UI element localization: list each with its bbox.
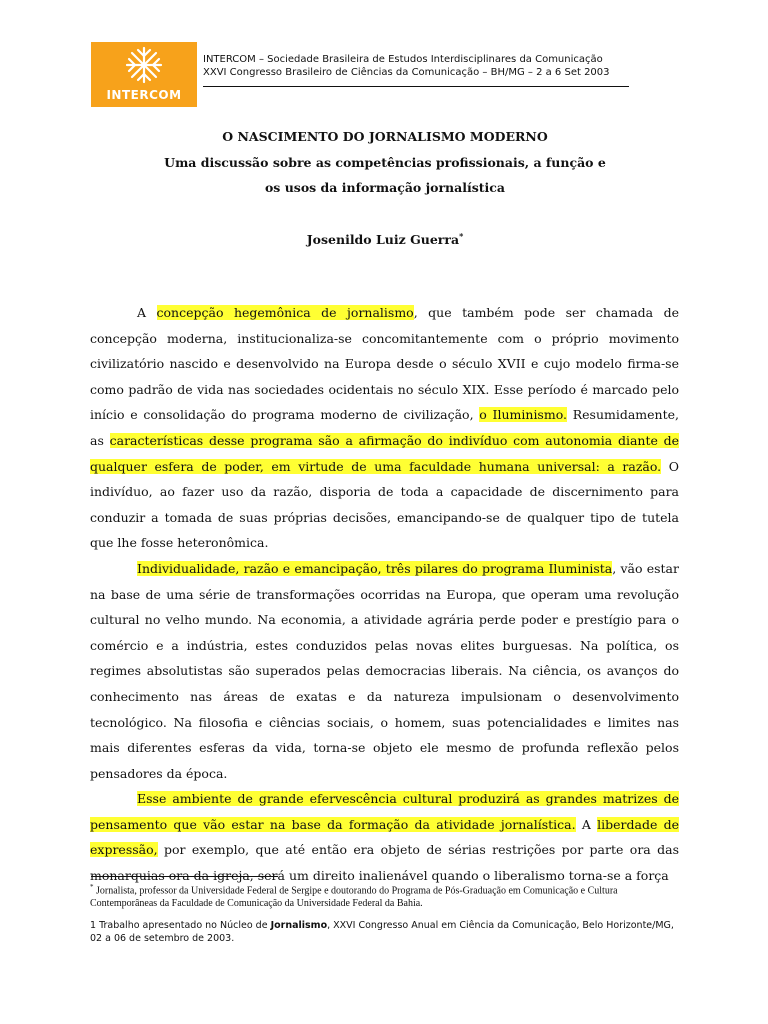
highlighted-text: Individualidade, razão e emancipação, três pilares do programa Iluminista — [137, 560, 613, 576]
author-name: Josenildo Luiz Guerra — [306, 232, 460, 248]
logo-text: INTERCOM — [106, 88, 182, 102]
footnote-text: Jornalista, professor da Universidade Federal de Sergipe e doutorando do Programa de Pós-Graduação em Comunicação e Cultura Contemporâneas da Faculdade de Comunicação da Universidade Federal da Bahia. — [90, 885, 618, 910]
highlighted-text: características desse programa são a afirmação do indivíduo com autonomia diante de qualquer esfera de poder, em virtude de uma faculdade humana universal: a razão. — [90, 432, 680, 474]
conference-header — [203, 53, 633, 79]
body-text — [90, 300, 679, 889]
text-run: A — [137, 305, 157, 320]
header-line-1: INTERCOM – Sociedade Brasileira de Estudos Interdisciplinares da Comunicação — [203, 54, 603, 65]
text-run: , que também pode ser chamada de concepção moderna, institucionaliza-se concomitantemente com o próprio movimento civilizatório nascido e desenvolvido na Europa desde o século XVII e cujo modelo firma-se como padrão de vida nas sociedades ocidentais no século XIX. Esse período é marcado pelo início e consolidação do programa moderno de civilização, — [90, 305, 679, 423]
footnote-2-prefix: 1 Trabalho apresentado no Núcleo de — [90, 920, 271, 931]
paper-subtitle-line-2: os usos da informação jornalística — [264, 180, 506, 195]
footnote-author — [90, 881, 680, 910]
paragraph — [90, 556, 679, 786]
header-line-2: XXVI Congresso Brasileiro de Ciências da Comunicação – BH/MG – 2 a 6 Set 2003 — [203, 67, 610, 78]
text-run: , vão estar na base de uma série de transformações ocorridas na Europa, que operam uma revolução cultural no velho mundo. Na economia, a atividade agrária perde poder e prestígio para o comércio e a indústria, estes conduzidos pelas novas elites burguesas. Na política, os regimes absolutistas são superados pelas democracias liberais. Na ciência, os avanços do conhecimento nas áreas de exatas e da natureza impulsionam o desenvolvimento tecnológico. Na filosofia e ciências sociais, o homem, suas potencialidades e limites nas mais diferentes esferas da vida, torna-se objeto ele mesmo de profunda reflexão pelos pensadores da época. — [90, 560, 679, 781]
paper-title: O NASCIMENTO DO JORNALISMO MODERNO — [222, 129, 548, 144]
footnote-2-bold: Jornalismo — [270, 920, 328, 931]
footnote-2-suffix: , XXVI Congresso Anual em Ciência da Comunicação, Belo Horizonte/MG, 02 a 06 de setembro de 2003. — [90, 920, 674, 944]
paragraph — [90, 300, 679, 556]
author-line — [90, 231, 680, 247]
highlighted-text: o Iluminismo. — [479, 407, 567, 423]
footnote-mark: * — [90, 883, 94, 891]
highlighted-text: concepção hegemônica de jornalismo — [156, 305, 414, 320]
text-run: Resumidamente, as — [90, 407, 680, 448]
paragraph — [90, 786, 679, 888]
paper-subtitle-line-1: Uma discussão sobre as competências profissionais, a função e — [164, 155, 606, 170]
footnote-presentation — [90, 919, 680, 945]
highlighted-text: Esse ambiente de grande efervescência cultural produzirá as grandes matrizes de pensamento que vão estar na base da formação da atividade jornalística. — [90, 791, 679, 832]
text-run: por exemplo, que até então era objeto de sérias restrições por parte ora das monarquias ora da igreja, será um direito inalienável quando o liberalismo torna-se a força — [90, 842, 679, 884]
intercom-emblem-icon — [91, 42, 197, 90]
author-footnote-mark: * — [459, 231, 464, 241]
footnote-rule — [91, 876, 278, 877]
text-run: O indivíduo, ao fazer uso da razão, disporia de toda a capacidade de discernimento para conduzir a tomada de suas próprias decisões, emancipando-se de qualquer tipo de tutela que lhe fosse heteronômica. — [90, 458, 679, 551]
text-run: A — [575, 816, 598, 832]
highlighted-text: liberdade de expressão, — [90, 816, 679, 858]
header-rule — [203, 86, 629, 87]
intercom-logo — [91, 42, 197, 107]
